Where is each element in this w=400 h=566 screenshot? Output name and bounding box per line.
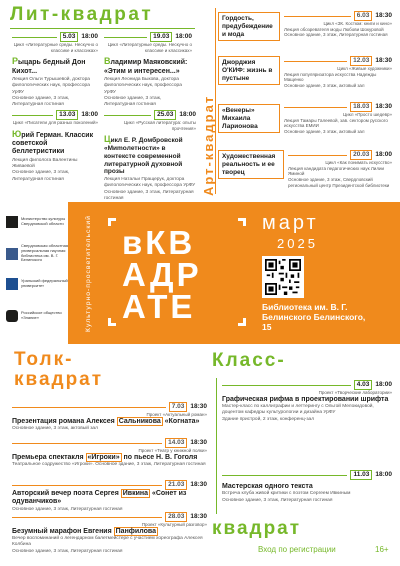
lecture-card: [12, 110, 98, 183]
partner-logo: Российское общество «Знание»: [6, 310, 68, 322]
cycle-name: Цикл «Писатели для разных поколений»: [12, 120, 98, 125]
lecture-place: Основное здание, 3 этаж, Литературная гостиная: [12, 95, 70, 107]
event-time: 18:30: [190, 402, 207, 410]
vertical-slogan: Культурно-просветительский: [85, 215, 92, 332]
qr-code[interactable]: [262, 256, 304, 298]
art-topic-box: Джорджия О'КИФ: жизнь в пустыне: [218, 56, 280, 85]
date-box: 19.03: [150, 32, 172, 42]
talk-event: [12, 480, 207, 513]
date-box: 14.03: [165, 438, 187, 448]
klass-kvadrat-title: Класс-: [212, 350, 286, 371]
lecture-desc: Лекция Натальи Пращерук, доктора филологических наук, профессора УрФУ: [104, 177, 196, 189]
event-time: 18:00: [175, 32, 192, 40]
venue-address: Библиотека им. В. Г. Белинского Белинского, 15: [262, 302, 366, 333]
lecture-place: Основное здание, 3 этаж, Литературная гостиная: [104, 95, 162, 107]
age-rating: 16+: [375, 545, 389, 554]
event-title: Безумный марафон Евгения Панфилова: [12, 527, 156, 535]
lecture-title: Рыцарь бедный Дон Кихот...: [12, 56, 86, 75]
project-name: Проект «Театр у книжной полки»: [138, 448, 207, 453]
znanie-logo-icon: [6, 310, 18, 322]
project-name: Проект «Творческие лаборатории»: [318, 390, 392, 395]
cycle-name: Цикл «Литературные среды. Нескучно о классике и классиках»: [107, 42, 192, 53]
lit-kvadrat-title: Лит-квадрат: [10, 4, 154, 25]
lecture-desc: Лекция филолога Валентины Живаевой: [12, 157, 78, 170]
lecture-title: Владимир Маяковский: «Этим и интересен...»: [104, 56, 188, 75]
cycle-name: Цикл «Русская литература: опыты прочтения»: [123, 120, 196, 131]
partner-logo: Министерство культуры Свердловской области: [6, 216, 68, 228]
lecture-desc: Лекция обозревателя моды Любови Шокуровой: [284, 26, 384, 32]
event-desc: Вечер воспоминаний о легендарном балетмейстере с участием хореографа Алексея Колбина: [12, 536, 203, 548]
event-place: Основное здание, 3 этаж, Литературная гостиная: [12, 506, 123, 512]
art-kvadrat-title: Арт-квадрат: [201, 94, 216, 196]
date-box: 18.03: [350, 102, 372, 112]
event-desc: Мастер-класс по каллиграфии и леттерингу с Ольгой Мелокидовой, доцентом кафедры культурологии и дизайна УрФУ: [222, 404, 374, 416]
klass-kvadrat-title-2: квадрат: [212, 518, 302, 539]
lecture-desc: Лекция Ольги Турышевой, доктора филологических наук, профессора УрФУ: [12, 77, 90, 95]
art-event: [284, 11, 392, 38]
event-time: 18:30: [375, 56, 392, 64]
event-time: 18:00: [179, 110, 196, 118]
event-time: 18:30: [190, 480, 207, 488]
event-time: 18:30: [190, 438, 207, 446]
talk-event: [12, 402, 207, 432]
event-title: Премьера спектакля «Игроки» по пьесе Н. В. Гоголя: [12, 453, 198, 461]
date-box: 12.03: [350, 56, 372, 66]
lecture-card: [104, 32, 192, 108]
lecture-desc: Лекция Тамары Галеевой, зав. сектором русского искусства ЕМИИ: [284, 117, 388, 129]
cycle-name: Цикл «Как понимать искусство»: [325, 160, 392, 165]
date-box: 5.03: [60, 32, 79, 42]
lecture-place: Основное здание, 3 этаж, Литературная гостиная: [104, 189, 194, 201]
event-time: 18:00: [375, 380, 392, 388]
lecture-place: Основное здание, 3 этаж, актовый зал: [284, 82, 365, 88]
logo-frame: [108, 218, 246, 326]
event-time: 18:00: [81, 32, 98, 40]
event-title: Авторский вечер поэта Сергея Ивкина «Сонет из одуванчиков»: [12, 490, 187, 506]
event-time: 18:30: [190, 512, 207, 520]
lecture-desc: Лекция Леонида Быкова, доктора филологических наук, профессора УрФУ: [104, 77, 182, 95]
art-event: [288, 150, 392, 188]
lecture-place: Основное здание, 3 этаж, Свердловский региональный центр Президентской библиотеки: [288, 176, 390, 188]
date-box: 6.03: [354, 11, 373, 21]
event-place: Основное здание, 3 этаж, Литературная гостиная: [12, 548, 123, 554]
event-place: Здание пристрой, 2 этаж, конференц-зал: [222, 416, 315, 422]
date-box: 20.03: [350, 150, 372, 160]
logo-line-1: вКВ: [122, 224, 196, 261]
logo-line-2: АДР: [122, 256, 202, 293]
lecture-place: Основное здание, 3 этаж, актовый зал: [284, 128, 365, 134]
class-event: [222, 380, 392, 423]
event-desc: Встреча клуба живой критики с поэтом Сергеем Ивкиным: [222, 491, 351, 497]
lecture-desc: Лекция кандидата педагогических наук Лилии Яминой: [288, 165, 384, 177]
title-letter: В: [104, 56, 111, 67]
lecture-desc: Лекция популяризатора искусства Надежды Мащенко: [284, 71, 377, 83]
lecture-title: Юрий Герман. Классик советской беллетристики: [12, 128, 94, 156]
date-box: 4.03: [354, 380, 373, 390]
art-event: [284, 56, 392, 89]
lecture-place: Основное здание, 3 этаж, Литературная гостиная: [12, 170, 70, 182]
lecture-card: [12, 32, 98, 108]
talk-event: [12, 512, 207, 555]
title-letter: Ю: [12, 128, 22, 139]
divider: [216, 378, 217, 514]
event-time: 18:00: [375, 150, 392, 158]
year: 2025: [277, 236, 318, 251]
event-place: Основное здание, 3 этаж, Литературная гостиная: [222, 497, 333, 503]
library-logo-icon: [6, 248, 18, 260]
date-box: 13.03: [56, 110, 78, 120]
event-time: 18:00: [375, 470, 392, 478]
event-title: Мастерская одного текста: [222, 483, 313, 490]
tolk-kvadrat-title: Толк- квадрат: [14, 349, 104, 390]
date-box: 11.03: [350, 470, 372, 480]
qr-code-icon: [265, 259, 301, 295]
project-name: Проект «Актуальный роман»: [146, 412, 207, 417]
cycle-name: Цикл «Живые художники»: [337, 66, 392, 71]
event-place: Основное здание, 3 этаж, актовый зал: [12, 426, 98, 432]
date-box: 28.03: [165, 512, 187, 522]
logo-line-3: АТЕ: [122, 288, 196, 325]
art-topic-box: Художественная реальность и ее творец: [218, 150, 284, 179]
registration-note: Вход по регистрации: [258, 545, 336, 554]
ministry-emblem-icon: [6, 216, 18, 228]
event-title: Презентация романа Алексея Сальникова «Когната»: [12, 417, 200, 425]
event-title: Графическая рифма в проектировании шрифта: [222, 395, 389, 403]
art-topic-box: Гордость, предубеждение и мода: [218, 12, 280, 41]
cycle-name: Цикл «ЗК. Костюм: книги и кино»: [323, 21, 392, 26]
divider: [10, 28, 195, 29]
divider: [215, 8, 216, 194]
cycle-name: Цикл «Литературные среды. Нескучно о классике и классиках»: [13, 42, 98, 53]
art-event: [284, 102, 392, 135]
lecture-place: Основное здание, 3 этаж, Литературная гостиная: [284, 32, 388, 38]
title-letter: Р: [12, 56, 19, 67]
date-box: 7.03: [169, 402, 188, 412]
university-logo-icon: [6, 278, 18, 290]
lecture-title: Цикл Е. Р. Домбровской «Миmoлетности» в контексте современной литературной духовной прозы: [104, 134, 183, 176]
event-time: 18:30: [375, 11, 392, 19]
class-event: [222, 470, 392, 504]
month: март: [262, 212, 319, 234]
date-box: 25.03: [154, 110, 176, 120]
partner-logo: Уральский федеральный университет: [6, 278, 68, 290]
project-name: Проект «Культурный разговор»: [141, 522, 207, 527]
title-letter: Ц: [104, 134, 111, 145]
partner-logo: Свердловская областная универсальная научная библиотека им. В. Г. Белинского: [6, 244, 68, 263]
date-box: 21.03: [165, 480, 187, 490]
talk-event: [12, 438, 207, 468]
event-time: 18:00: [81, 110, 98, 118]
cycle-name: Цикл «Просто шедевр»: [342, 112, 392, 117]
event-time: 18:30: [375, 102, 392, 110]
lecture-card: [104, 110, 196, 202]
art-topic-box: «Венеры» Михаила Ларионова: [218, 104, 280, 133]
event-place: Театральное содружество «Игроки». Основное здание, 3 этаж, Литературная гостиная: [12, 462, 206, 468]
partners-panel: [0, 202, 68, 344]
